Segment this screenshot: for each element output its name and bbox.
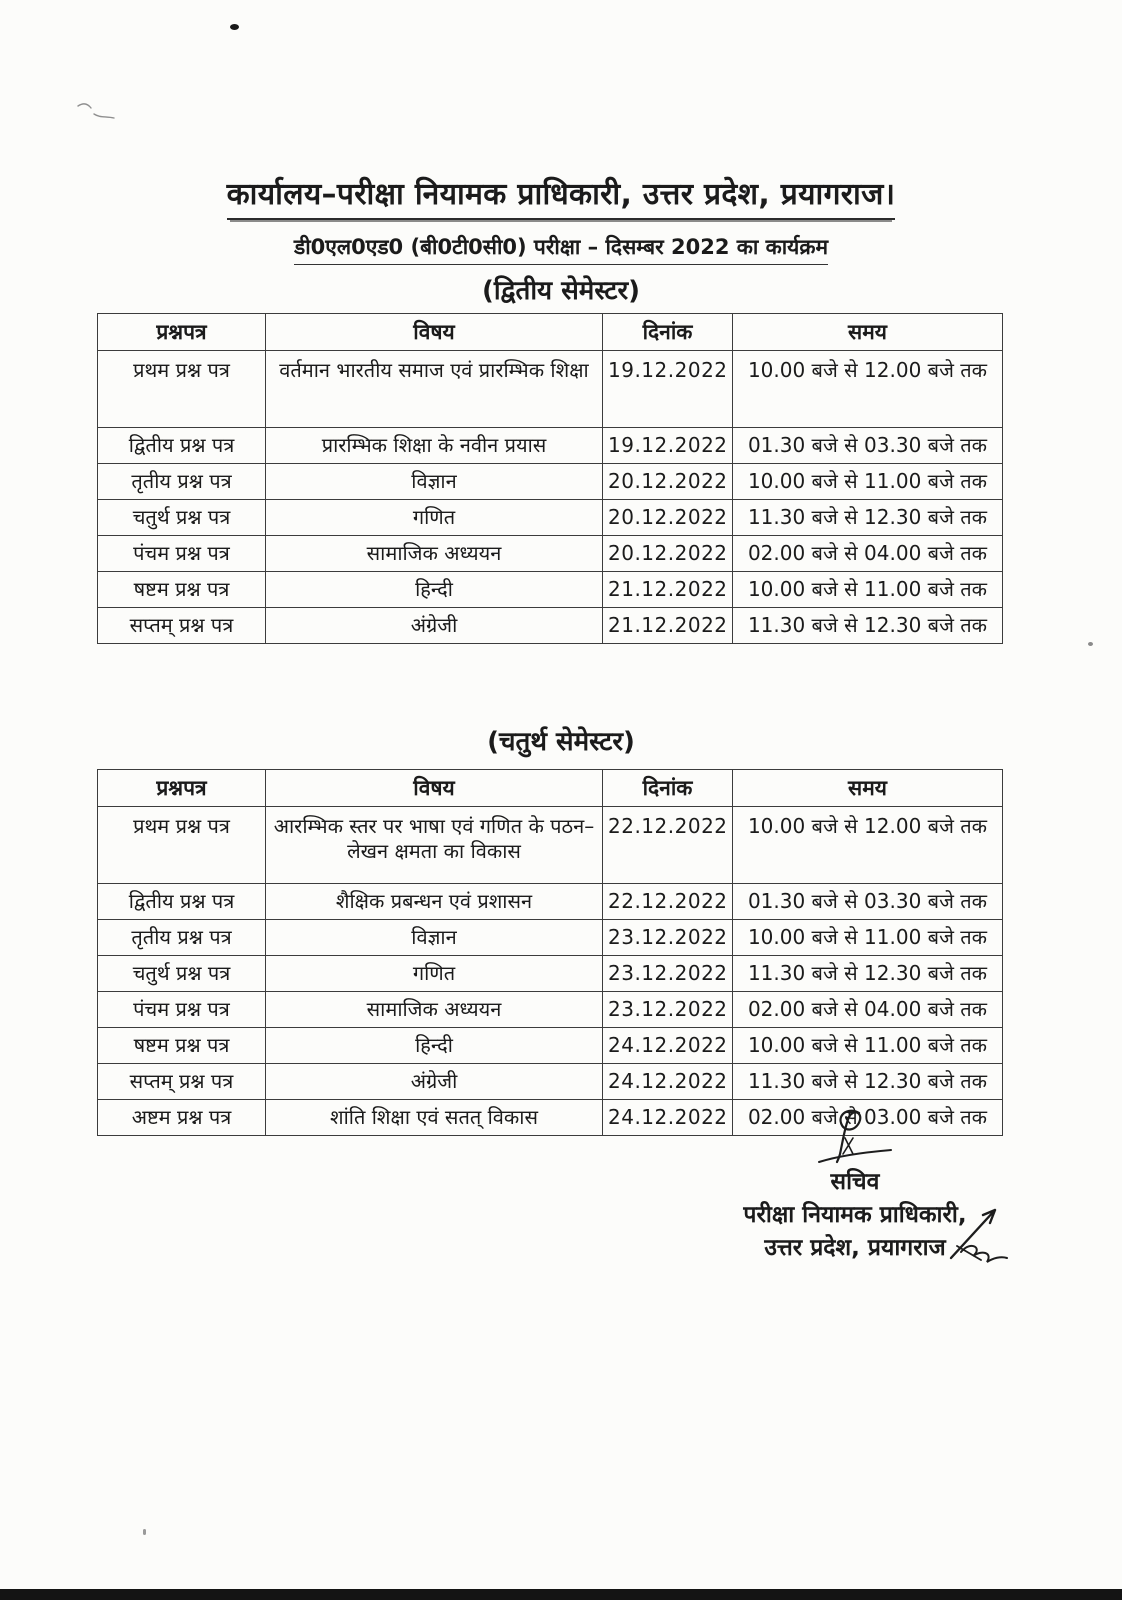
scan-squiggle [74,100,118,122]
time-cell: 10.00 बजे से 11.00 बजे तक [733,572,1003,608]
date-cell: 24.12.2022 [603,1100,733,1136]
signatory-location: उत्तर प्रदेश, प्रयागराज [764,1235,946,1261]
subject-cell: प्रारम्भिक शिक्षा के नवीन प्रयास [266,428,603,464]
date-cell: 22.12.2022 [603,807,733,884]
semester-4-schedule-table [97,769,1003,1136]
subject-cell: गणित [266,956,603,992]
date-cell: 24.12.2022 [603,1028,733,1064]
document-title-text: कार्यालय–परीक्षा नियामक प्राधिकारी, उत्तर प्रदेश, प्रयागराज। [227,172,896,220]
signatory-authority: परीक्षा नियामक प्राधिकारी, [743,1202,967,1228]
table-row [98,536,1003,572]
scan-edge-strip [0,1589,1122,1600]
paper-cell: द्वितीय प्रश्न पत्र [98,428,266,464]
date-cell: 24.12.2022 [603,1064,733,1100]
table-row [98,920,1003,956]
signatory-designation: सचिव [830,1169,880,1195]
document-subtitle [0,233,1122,265]
time-cell: 11.30 बजे से 12.30 बजे तक [733,1064,1003,1100]
time-cell: 01.30 बजे से 03.30 बजे तक [733,428,1003,464]
scan-speck [143,1529,146,1535]
table-row [98,992,1003,1028]
date-cell: 20.12.2022 [603,464,733,500]
time-cell: 10.00 बजे से 11.00 बजे तक [733,920,1003,956]
subject-cell: वर्तमान भारतीय समाज एवं प्रारम्भिक शिक्षा [266,351,603,428]
subject-cell: सामाजिक अध्ययन [266,992,603,1028]
time-cell: 11.30 बजे से 12.30 बजे तक [733,608,1003,644]
scan-speck [1088,642,1093,646]
paper-cell: तृतीय प्रश्न पत्र [98,920,266,956]
column-header-subject: विषय [266,314,603,351]
date-cell: 22.12.2022 [603,884,733,920]
semester-2-heading: (द्वितीय सेमेस्टर) [481,276,641,306]
date-cell: 23.12.2022 [603,992,733,1028]
time-cell: 11.30 बजे से 12.30 बजे तक [733,500,1003,536]
table-row [98,572,1003,608]
paper-cell: प्रथम प्रश्न पत्र [98,351,266,428]
column-header-paper: प्रश्नपत्र [98,314,266,351]
date-cell: 19.12.2022 [603,351,733,428]
subject-cell: विज्ञान [266,920,603,956]
paper-cell: सप्तम् प्रश्न पत्र [98,608,266,644]
table-row [98,1028,1003,1064]
time-cell: 10.00 बजे से 12.00 बजे तक [733,351,1003,428]
paper-cell: चतुर्थ प्रश्न पत्र [98,500,266,536]
time-cell: 02.00 बजे से 03.00 बजे तक [733,1100,1003,1136]
date-cell: 19.12.2022 [603,428,733,464]
column-header-date: दिनांक [603,770,733,807]
time-cell: 10.00 बजे से 11.00 बजे तक [733,1028,1003,1064]
signature-mark-wrap [655,1108,1055,1166]
time-cell: 10.00 बजे से 11.00 बजे तक [733,464,1003,500]
table-row [98,351,1003,428]
table-row [98,956,1003,992]
table-header-row [98,770,1003,807]
semester-4-heading: (चतुर्थ सेमेस्टर) [487,727,635,757]
subject-cell: हिन्दी [266,1028,603,1064]
column-header-time: समय [733,314,1003,351]
table-header-row [98,314,1003,351]
paper-cell: पंचम प्रश्न पत्र [98,536,266,572]
paper-cell: द्वितीय प्रश्न पत्र [98,884,266,920]
date-cell: 21.12.2022 [603,572,733,608]
scan-speck [230,24,239,30]
column-header-date: दिनांक [603,314,733,351]
column-header-time: समय [733,770,1003,807]
date-cell: 21.12.2022 [603,608,733,644]
date-cell: 20.12.2022 [603,536,733,572]
document-subtitle-text: डी0एल0एड0 (बी0टी0सी0) परीक्षा – दिसम्बर 2022 का कार्यक्रम [294,233,828,265]
subject-cell: गणित [266,500,603,536]
table-row [98,884,1003,920]
date-cell: 23.12.2022 [603,956,733,992]
paper-cell: प्रथम प्रश्न पत्र [98,807,266,884]
time-cell: 02.00 बजे से 04.00 बजे तक [733,536,1003,572]
subject-cell: आरम्भिक स्तर पर भाषा एवं गणित के पठन–लेखन क्षमता का विकास [266,807,603,884]
time-cell: 11.30 बजे से 12.30 बजे तक [733,956,1003,992]
subject-cell: सामाजिक अध्ययन [266,536,603,572]
date-cell: 23.12.2022 [603,920,733,956]
paper-cell: चतुर्थ प्रश्न पत्र [98,956,266,992]
table-row [98,1064,1003,1100]
signature-mark-icon [807,1108,903,1166]
table-row [98,428,1003,464]
paper-cell: षष्टम प्रश्न पत्र [98,572,266,608]
date-cell: 20.12.2022 [603,500,733,536]
document-title [0,172,1122,220]
subject-cell: हिन्दी [266,572,603,608]
time-cell: 02.00 बजे से 04.00 बजे तक [733,992,1003,1028]
paper-cell: अष्टम प्रश्न पत्र [98,1100,266,1136]
paper-cell: पंचम प्रश्न पत्र [98,992,266,1028]
column-header-subject: विषय [266,770,603,807]
column-header-paper: प्रश्नपत्र [98,770,266,807]
table-row [98,500,1003,536]
table-row [98,807,1003,884]
signature-block [655,1108,1055,1265]
semester-2-schedule-table [97,313,1003,644]
table-row [98,608,1003,644]
table-row [98,464,1003,500]
time-cell: 10.00 बजे से 12.00 बजे तक [733,807,1003,884]
paper-cell: षष्टम प्रश्न पत्र [98,1028,266,1064]
subject-cell: अंग्रेजी [266,608,603,644]
paper-cell: तृतीय प्रश्न पत्र [98,464,266,500]
time-cell: 01.30 बजे से 03.30 बजे तक [733,884,1003,920]
paper-cell: सप्तम् प्रश्न पत्र [98,1064,266,1100]
subject-cell: शैक्षिक प्रबन्धन एवं प्रशासन [266,884,603,920]
subject-cell: विज्ञान [266,464,603,500]
subject-cell: अंग्रेजी [266,1064,603,1100]
subject-cell: शांति शिक्षा एवं सतत् विकास [266,1100,603,1136]
